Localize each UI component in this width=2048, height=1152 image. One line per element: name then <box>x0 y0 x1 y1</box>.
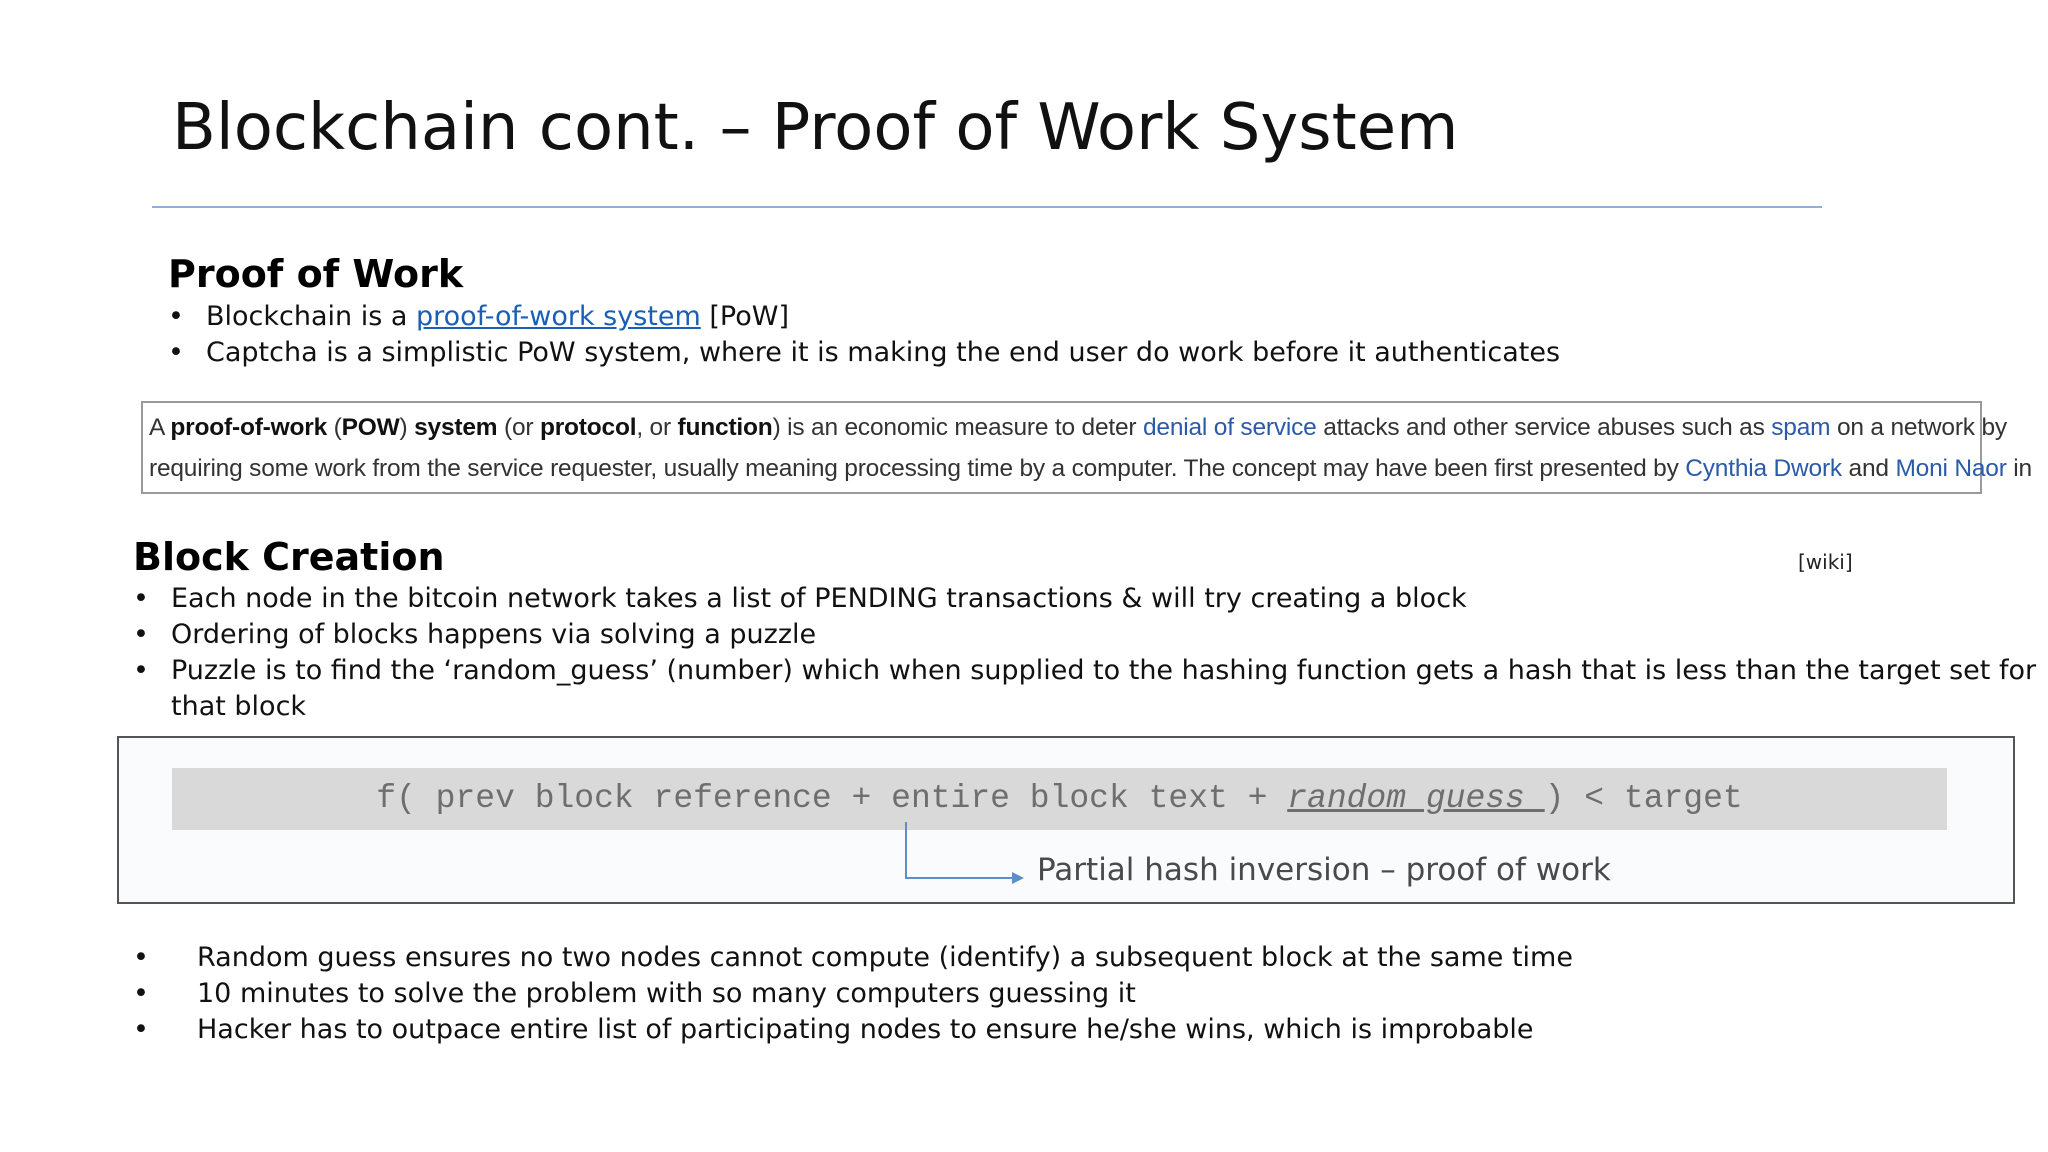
list-item-text: Random guess ensures no two nodes cannot compute (identify) a subsequent block at the same time <box>197 942 1573 973</box>
notes-list <box>133 940 1573 1048</box>
list-item-text: that block <box>171 691 307 722</box>
block-creation-list <box>133 581 2037 725</box>
list-item <box>168 335 1561 371</box>
list-item-text: [PoW] <box>700 301 789 332</box>
list-item <box>133 653 2037 689</box>
bullet-marker: • <box>133 619 149 650</box>
bullet-marker: • <box>168 301 184 332</box>
pow-system-link[interactable]: proof-of-work system <box>416 301 701 332</box>
bullet-marker: • <box>133 978 149 1009</box>
list-item <box>168 299 1560 335</box>
bullet-marker: • <box>133 655 149 686</box>
bullet-marker: • <box>168 337 184 368</box>
list-item-text: 10 minutes to solve the problem with so many computers guessing it <box>197 978 1136 1009</box>
cynthia-dwork-link[interactable]: Cynthia Dwork <box>1685 455 1842 482</box>
bullet-marker: • <box>133 1014 149 1045</box>
list-item-text: Puzzle is to find the ‘random_guess’ (number) which when supplied to the hashing function gets a hash that is less than the target set for <box>171 655 2037 686</box>
list-item-continuation <box>171 689 2036 725</box>
proof-of-work-list <box>168 299 1561 371</box>
pow-formula: f( prev block reference + entire block text + random guess ) < target <box>376 780 1743 817</box>
list-item <box>133 940 1573 976</box>
proof-of-work-heading: Proof of Work <box>168 252 464 296</box>
hash-inversion-annotation: Partial hash inversion – proof of work <box>1037 852 1611 888</box>
list-item-text: Each node in the bitcoin network takes a list of PENDING transactions & will try creating a block <box>171 583 1467 614</box>
list-item <box>133 976 1573 1012</box>
wiki-excerpt-line-1: A proof-of-work (POW) system (or protocol, or function) is an economic measure to deter denial of service attacks and other service abuses such as spam on a network by <box>149 414 2007 441</box>
wiki-excerpt-line-2: requiring some work from the service requester, usually meaning processing time by a computer. The concept may have been first presented by Cynthia Dwork and Moni Naor in <box>149 455 2032 482</box>
wiki-source-label: [wiki] <box>1798 550 1853 574</box>
list-item-text: Ordering of blocks happens via solving a puzzle <box>171 619 817 650</box>
list-item <box>133 617 2036 653</box>
list-item-text: Captcha is a simplistic PoW system, where it is making the end user do work before it authenticates <box>206 337 1561 368</box>
wiki-excerpt-box <box>141 401 2032 494</box>
arrow-icon <box>900 822 1030 882</box>
bullet-marker: • <box>133 583 149 614</box>
denial-of-service-link[interactable]: denial of service <box>1142 414 1317 441</box>
list-item-text: Hacker has to outpace entire list of participating nodes to ensure he/she wins, which is improbable <box>197 1014 1534 1045</box>
block-creation-heading: Block Creation <box>133 535 445 579</box>
moni-naor-link[interactable]: Moni Naor <box>1895 455 2007 482</box>
list-item-text: Blockchain is a <box>206 301 417 332</box>
list-item <box>133 1012 1573 1048</box>
random-guess-term: random guess <box>1287 780 1545 817</box>
title-divider <box>152 206 1822 208</box>
spam-link[interactable]: spam <box>1771 414 1831 441</box>
list-item <box>133 581 2036 617</box>
bullet-marker: • <box>133 942 149 973</box>
slide-title: Blockchain cont. – Proof of Work System <box>172 91 1459 165</box>
